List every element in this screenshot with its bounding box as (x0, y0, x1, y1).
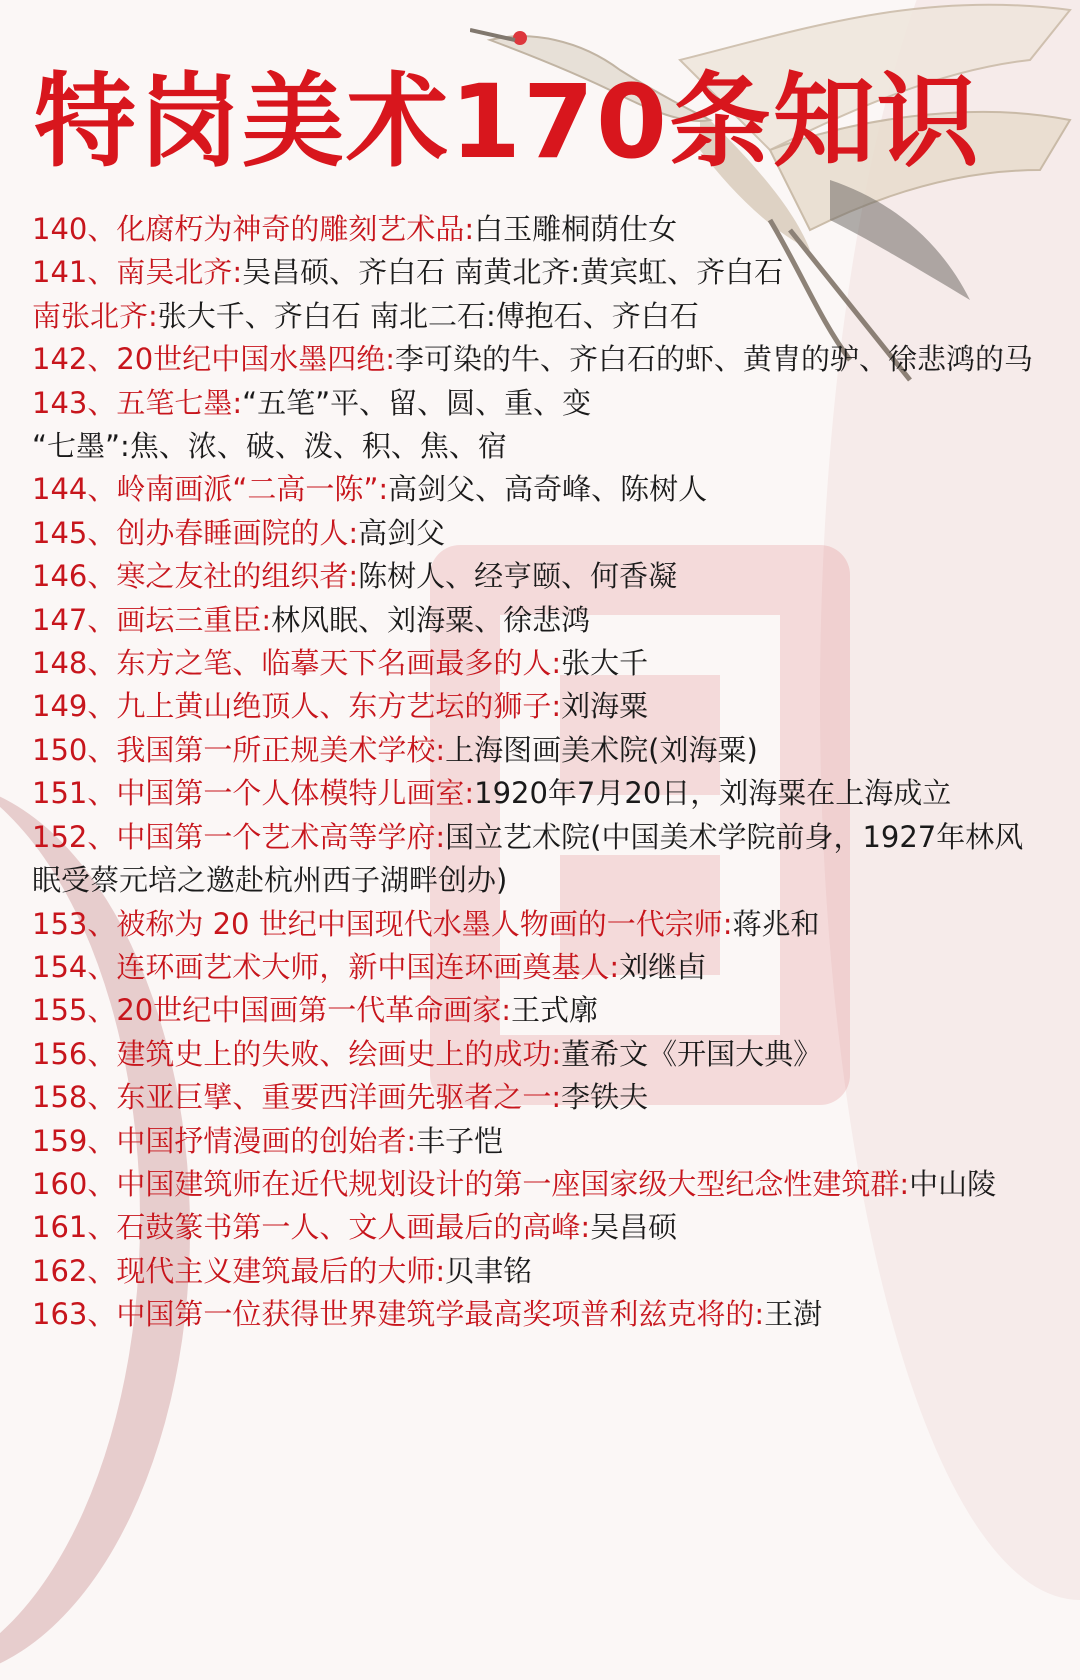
list-item: 149、九上黄山绝顶人、东方艺坛的狮子:刘海粟 (32, 689, 649, 724)
list-item: 155、20世纪中国画第一代革命画家:王式廓 (32, 993, 599, 1028)
list-item: 160、中国建筑师在近代规划设计的第一座国家级大型纪念性建筑群:中山陵 (32, 1166, 997, 1201)
list-item: 158、东亚巨擘、重要西洋画先驱者之一:李铁夫 (32, 1080, 649, 1115)
list-item: 142、20世纪中国水墨四绝:李可染的牛、齐白石的虾、黄胄的驴、徐悲鸿的马 (32, 342, 1034, 377)
list-item: 141、南吴北齐:吴昌硕、齐白石 南黄北齐:黄宾虹、齐白石 (32, 255, 784, 290)
list-item: “七墨”:焦、浓、破、泼、积、焦、宿 (32, 429, 507, 464)
list-item: 143、五笔七墨:“五笔”平、留、圆、重、变 (32, 385, 592, 420)
list-item: 156、建筑史上的失败、绘画史上的成功:董希文《开国大典》 (32, 1036, 823, 1071)
list-item: 144、岭南画派“二高一陈”:高剑父、高奇峰、陈树人 (32, 472, 708, 507)
list-item: 150、我国第一所正规美术学校:上海图画美术院(刘海粟) (32, 732, 758, 767)
page-title: 特岗美术170条知识 (34, 63, 981, 182)
list-item: 147、画坛三重臣:林风眠、刘海粟、徐悲鸿 (32, 602, 591, 637)
list-item: 148、东方之笔、临摹天下名画最多的人:张大千 (32, 646, 649, 681)
list-item: 152、中国第一个艺术高等学府:国立艺术院(中国美术学院前身，1927年林风眠受蔡元培之邀赴杭州西子湖畔创办) (32, 819, 1024, 898)
list-item: 161、石鼓篆书第一人、文人画最后的高峰:吴昌硕 (32, 1210, 678, 1245)
list-item: 151、中国第一个人体模特儿画室:1920年7月20日，刘海粟在上海成立 (32, 776, 952, 811)
list-item: 146、寒之友社的组织者:陈树人、经亨颐、何香凝 (32, 559, 678, 594)
list-item: 145、创办春睡画院的人:高剑父 (32, 515, 446, 550)
list-item: 153、被称为 20 世纪中国现代水墨人物画的一代宗师:蒋兆和 (32, 906, 820, 941)
list-item: 南张北齐:张大千、齐白石 南北二石:傅抱石、齐白石 (32, 298, 699, 333)
list-item: 154、连环画艺术大师，新中国连环画奠基人:刘继卣 (32, 949, 707, 984)
list-item: 163、中国第一位获得世界建筑学最高奖项普利兹克将的:王澍 (32, 1297, 823, 1332)
list-item: 159、中国抒情漫画的创始者:丰子恺 (32, 1123, 504, 1158)
knowledge-list (32, 208, 1048, 1337)
list-item: 140、化腐朽为神奇的雕刻艺术品:白玉雕桐荫仕女 (32, 212, 678, 246)
list-item: 162、现代主义建筑最后的大师:贝聿铭 (32, 1253, 533, 1288)
